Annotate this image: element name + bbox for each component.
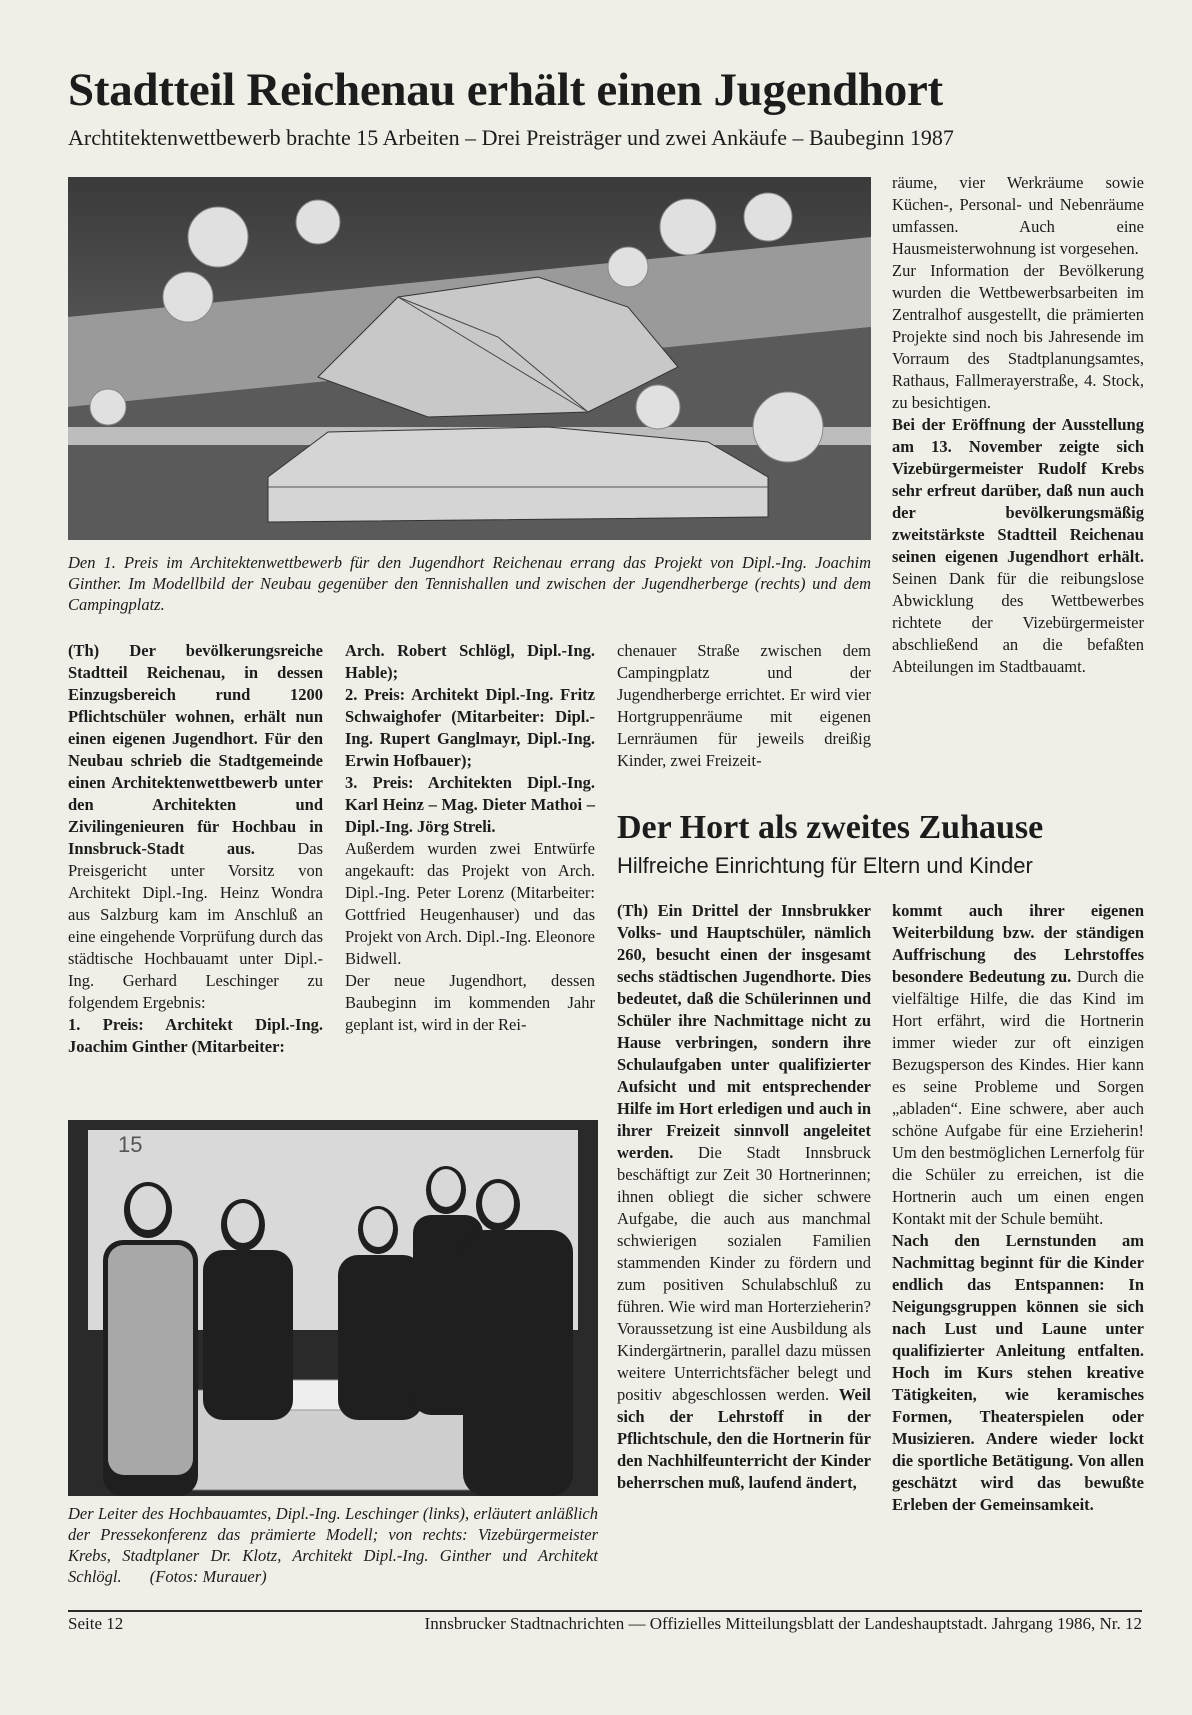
model-photo-caption: Den 1. Preis im Architektenwettbewerb für den Jugendhort Reichenau errang das Projekt von Dipl.-Ing. Joachim Ginther. Im Modellbild der Neubau gegenüber den Tennishallen und zwischen der Jugendherberge (rechts) und dem Campingplatz. — [68, 553, 871, 614]
article-column-1 — [68, 640, 323, 1058]
article-subheadline: Archtitektenwettbewerb brachte 15 Arbeiten – Drei Preisträger und zwei Ankäufe – Baubeginn 1987 — [68, 125, 954, 150]
press-conference-photo — [68, 1120, 598, 1496]
new-hort-paragraph: Der neue Jugendhort, dessen Baubeginn im kommenden Jahr geplant ist, wird in der Rei- — [345, 971, 595, 1034]
prize-1: 1. Preis: Architekt Dipl.-Ing. Joachim Ginther (Mitarbeiter: — [68, 1015, 323, 1056]
section-column-a-lead: (Th) Ein Drittel der Innsbrukker Volks- und Hauptschüler, nämlich 260, besucht einen der insgesamt sechs städtischen Jugendhorte. Dies bedeutet, daß die Schülerinnen und Schüler ihre Nachmittage nicht zu Hause verbringen, sondern ihre Schulaufgaben unter qualifizierter Aufsicht und mit entsprechender Hilfe im Hort erledigen und auch in ihrer Freizeit sinnvoll angeleitet werden. — [617, 901, 871, 1162]
column-4-p3-rest: Seinen Dank für die reibungslose Abwicklung des Wettbewerbes richtete der Vizebürgermeister abschließend an die befaßten Abteilungen im Stadtbauamt. — [892, 569, 1144, 676]
model-photo — [68, 177, 871, 540]
footer-rule — [68, 1610, 1142, 1612]
article-column-2 — [345, 640, 595, 1036]
section-column-a-body: Die Stadt Innsbruck beschäftigt zur Zeit 30 Hortnerinnen; ihnen obliegt die sicher schwere Aufgabe, die auch aus manchmal schwierigen sozialen Familien stammenden Kinder zu fördern und zum positiven Schulabschluß zu führen. Wie wird man Horterzieherin? Voraussetzung ist eine Ausbildung als Kindergärtnerin, parallel dazu müssen weitere Unterrichtsfächer belegt und positiv abgeschlossen werden. — [617, 1143, 871, 1404]
publication-line: Innsbrucker Stadtnachrichten — Offizielles Mitteilungsblatt der Landeshauptstadt. Jahrgang 1986, Nr. 12 — [424, 1614, 1142, 1633]
column-3-text: chenauer Straße zwischen dem Campingplatz und der Jugendherberge errichtet. Er wird vier Hortgruppenräume mit eigenen Lernräumen für jeweils dreißig Kinder, zwei Freizeit- — [617, 641, 871, 770]
section-column-a-bold-end: Weil sich der Lehrstoff in der Pflichtschule, den die Hortnerin für den Nachhilfeunterricht der Kinder beherrschen muß, laufend ändert, — [617, 1385, 871, 1492]
prize-2: 2. Preis: Architekt Dipl.-Ing. Fritz Schwaighofer (Mitarbeiter: Dipl.-Ing. Rupert Ganglmayr, Dipl.-Ing. Erwin Hofbauer); — [345, 685, 595, 770]
section-column-b-body: Durch die vielfältige Hilfe, die das Kind im Hort erfährt, wird die Hortnerin immer wieder zur oft einzigen Bezugsperson des Kindes. Hier kann es seine Probleme und Sorgen „abladen“. Eine schwere, aber auch schöne Aufgabe für eine Erzieherin! Um den bestmöglichen Lernerfolg für die Schüler zu erreichen, ist die Hortnerin auch um einen engen Kontakt mit der Schule bemüht. — [892, 967, 1144, 1228]
article-column-4 — [892, 172, 1144, 678]
section-column-b — [892, 900, 1144, 1516]
photo-credit: (Fotos: Murauer) — [149, 1567, 267, 1586]
press-photo-caption — [68, 1503, 598, 1587]
section-column-a — [617, 900, 871, 1494]
section-subheadline: Hilfreiche Einrichtung für Eltern und Kinder — [617, 853, 1033, 878]
purchases: Außerdem wurden zwei Entwürfe angekauft: das Projekt von Arch. Dipl.-Ing. Peter Lorenz (Mitarbeiter: Gottfried Heugenhauser) und das Projekt von Arch. Dipl.-Ing. Eleonore Bidwell. — [345, 839, 595, 968]
prize-3: 3. Preis: Architekten Dipl.-Ing. Karl Heinz – Mag. Dieter Mathoi – Dipl.-Ing. Jörg Streli. — [345, 773, 595, 836]
page-number: Seite 12 — [68, 1614, 124, 1633]
section-headline: Der Hort als zweites Zuhause — [617, 809, 1044, 846]
section-column-b-bold-2: Nach den Lernstunden am Nachmittag beginnt für die Kinder endlich das Entspannen: In Neigungsgruppen können sie sich nach Lust und Laune unter qualifizierter Anleitung entfalten. Hoch im Kurs stehen kreative Tätigkeiten, wie keramisches Formen, Theaterspielen oder Musizieren. Andere wieder lockt die sportliche Betätigung. Von allen geschätzt wird das bewußte Erleben der Gemeinsamkeit. — [892, 1231, 1144, 1514]
press-photo-caption-text: Der Leiter des Hochbauamtes, Dipl.-Ing. Leschinger (links), erläutert anläßlich der Pressekonferenz das prämierte Modell; von rechts: Vizebürgermeister Krebs, Stadtplaner Dr. Klotz, Architekt Dipl.-Ing. Ginther und Architekt Schlögl. — [68, 1504, 598, 1586]
column-1-body: Das Preisgericht unter Vorsitz von Architekt Dipl.-Ing. Heinz Wondra aus Salzburg kam im Anschluß an eine eingehende Vorprüfung durch das städtische Hochbauamt unter Dipl.-Ing. Gerhard Leschinger zu folgendem Ergebnis: — [68, 839, 323, 1012]
column-1-lead: (Th) Der bevölkerungsreiche Stadtteil Reichenau, in dessen Einzugsbereich rund 1200 Pflichtschüler wohnen, erhält nun einen eigenen Jugendhort. Für den Neubau schrieb die Stadtgemeinde einen Architektenwettbewerb unter den Architekten und Zivilingenieuren für Hochbau in Innsbruck-Stadt aus. — [68, 641, 323, 858]
board-label: 15 — [118, 1132, 143, 1157]
column-4-p2: Zur Information der Bevölkerung wurden die Wettbewerbsarbeiten im Zentralhof ausgestellt, die prämierten Projekte sind noch bis Jahresende im Vorraum des Stadtplanungsamtes, Rathaus, Fallmerayerstraße, 4. Stock, zu besichtigen. — [892, 261, 1144, 412]
column-4-p3-bold: Bei der Eröffnung der Ausstellung am 13. November zeigte sich Vizebürgermeister Rudolf Krebs sehr erfreut darüber, daß nun auch der bevölkerungsmäßig zweitstärkste Stadtteil Reichenau seinen eigenen Jugendhort erhält. — [892, 415, 1144, 566]
article-headline: Stadtteil Reichenau erhält einen Jugendhort — [68, 64, 943, 116]
section-column-b-bold-1: kommt auch ihrer eigenen Weiterbildung bzw. der ständigen Auffrischung des Lehrstoffes besondere Bedeutung zu. — [892, 901, 1144, 986]
prize-1-continued: Arch. Robert Schlögl, Dipl.-Ing. Hable); — [345, 641, 595, 682]
column-4-p1: räume, vier Werkräume sowie Küchen-, Personal- und Nebenräume umfassen. Auch eine Hausmeisterwohnung ist vorgesehen. — [892, 173, 1144, 258]
article-column-3 — [617, 640, 871, 772]
